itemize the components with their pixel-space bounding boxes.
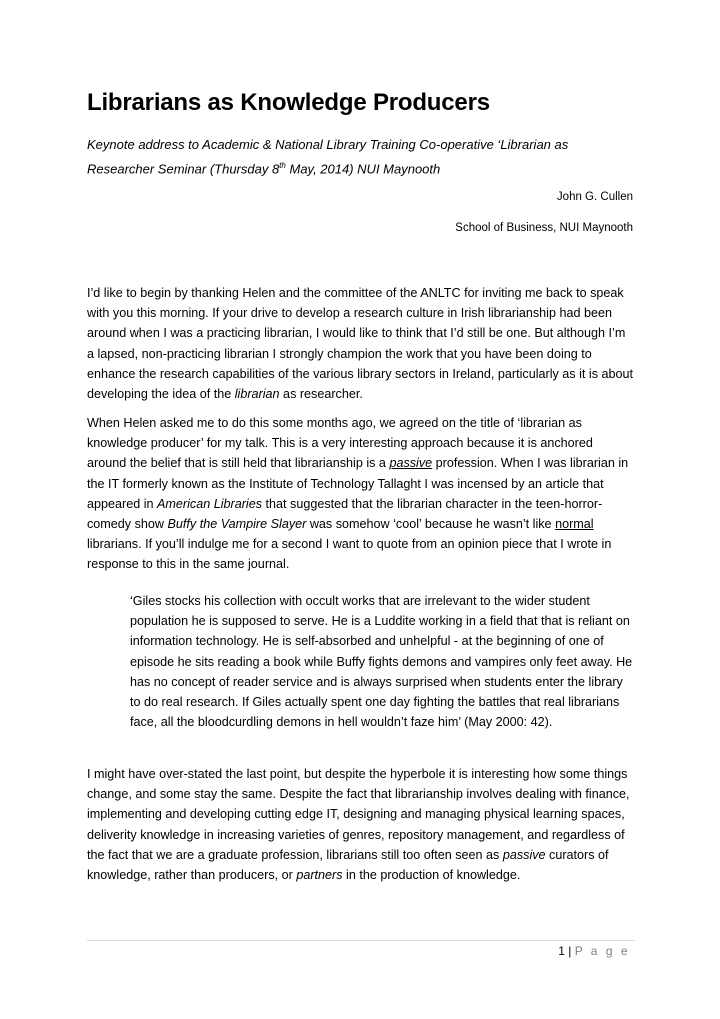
subtitle-line2-start: Researcher Seminar (Thursday 8 [87,161,280,177]
paragraph-1-text-b: as researcher. [279,387,363,402]
paragraph-3-text-b: curators of knowledge, rather than producers, or [87,847,609,883]
paragraph-2-text-e: librarians. If you’ll indulge me for a second I want to quote from an opinion piece that I wrote in response to this in the same journal. [87,537,612,572]
block-quote: ‘Giles stocks his collection with occult works that are irrelevant to the wider student population he is supposed to serve. He is a Luddite working in a field that that is reliant on information technology. He is self-absorbed and unhelpful - at the beginning of one of episode he sits reading a book while Buffy fights demons and vampires only feet away. He has no concept of reader service and is always surprised when students enter the library to do real research. If Giles actually spent one day fighting the battles that real librarians face, all the bloodcurdling demons in hell wouldn’t faze him’ (May 2000: 42). [130,594,633,730]
paragraph-2-underline-normal: normal [555,517,594,532]
subtitle-line1: Keynote address to Academic & National Library Training Co-operative ‘Librarian as [87,137,569,152]
paragraph-3-text-c: in the production of knowledge. [342,868,521,883]
document-subtitle [87,134,647,179]
paragraph-2 [87,413,635,575]
page-number: 1 [558,944,565,958]
paragraph-2-text-b: profession. When I was librarian in the IT formerly known as the Institute of Technology Tallaght I was incensed by an article that appeared in [87,456,629,511]
paragraph-3-emphasis-passive: passive [502,847,546,862]
paragraph-2-emphasis-journal: American Libraries [157,496,263,511]
paragraph-3-emphasis-partners: partners [296,868,343,883]
subtitle-line2-end: May, 2014) NUI Maynooth [285,161,441,177]
paragraph-2-text-d: was somehow ‘cool’ because he wasn’t like [306,517,556,532]
paragraph-1-emphasis: librarian [234,387,280,402]
paragraph-1 [87,283,635,404]
paragraph-3 [87,764,635,885]
footer-divider [87,940,635,941]
paragraph-2-emphasis-show: Buffy the Vampire Slayer [167,517,307,532]
paragraph-1-text-a: I’d like to begin by thanking Helen and the committee of the ANLTC for inviting me back to speak with you this morning. If your drive to develop a research culture in Irish librarianship had been around when I was a practicing librarian, I would like to think that I’d still be one. But although I’m a lapsed, non-practicing librarian I strongly champion the work that you have been doing to enhance the research capabilities of the various library sectors in Ireland, particularly as it is about developing the idea of the [87,286,634,402]
paragraph-2-emphasis-passive: passive [389,456,433,471]
paragraph-3-text-a: I might have over-stated the last point, but despite the hyperbole it is interesting how some things change, and some stay the same. Despite the fact that librarianship involves dealing with finance, implementing and developing cutting edge IT, designing and managing physical learning spaces, deliverity knowledge in increasing varieties of genres, repository management, and regardless of the fact that we are a graduate profession, librarians still too often seen as [87,767,630,862]
subtitle-superscript: th [279,161,286,170]
paragraph-2-text-a: When Helen asked me to do this some months ago, we agreed on the title of ‘librarian as knowledge producer’ for my talk. This is a very interesting approach because it is anchored around the belief that is still held that librarianship is a [87,416,593,471]
paragraph-2-text-c: that suggested that the librarian character in the teen-horror-comedy show [87,496,603,532]
page-separator: | [564,944,575,958]
author-name: John G. Cullen [556,191,633,203]
document-title: Librarians as Knowledge Producers [87,89,490,116]
page-footer [558,943,630,959]
author-affiliation: School of Business, NUI Maynooth [455,222,633,234]
page-label: P a g e [574,944,630,958]
